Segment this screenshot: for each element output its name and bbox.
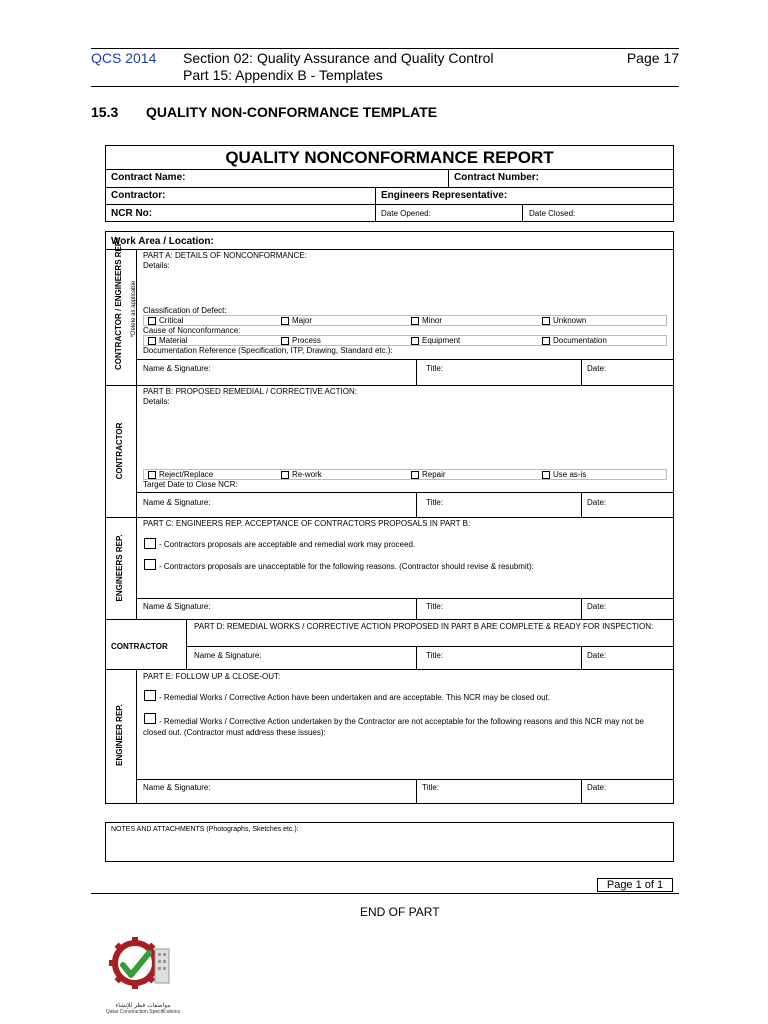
ncr-no-label: NCR No: [111,208,153,219]
header-top-rule [91,48,679,49]
checkbox-icon [411,317,419,325]
part-e-date-label: Date: [587,783,607,792]
form-page-indicator: Page 1 of 1 [597,878,673,892]
part-c-name-sig: Name & Signature: [143,602,211,611]
action-use-as-is[interactable]: Use as-is [542,470,586,479]
checkbox-icon [281,317,289,325]
part-d-date-label: Date: [587,651,607,660]
part-c-side-label: ENGINEERS REP. [115,534,124,602]
cause-process[interactable]: Process [281,336,321,345]
classification-label: Classification of Defect: [143,306,227,315]
part-d-title: PART D: REMEDIAL WORKS / CORRECTIVE ACTION PROPOSED IN PART B ARE COMPLETE & READY FOR INSPECTION: [194,622,654,631]
part-c-date-label: Date: [587,602,607,611]
defect-row [143,315,667,326]
cause-documentation[interactable]: Documentation [542,336,607,345]
cause-equipment[interactable]: Equipment [411,336,460,345]
part-a-name-sig: Name & Signature: [143,364,211,373]
qcs-logo [105,935,181,1015]
part-b-title: PART B: PROPOSED REMEDIAL / CORRECTIVE ACTION: [143,387,357,396]
section-title: QUALITY NON-CONFORMANCE TEMPLATE [146,104,438,120]
part-b-name-sig: Name & Signature: [143,498,211,507]
gear-check-icon [105,935,181,997]
defect-unknown[interactable]: Unknown [542,316,586,325]
checkbox-icon [281,471,289,479]
form-header-table [105,145,674,222]
checkbox-icon [148,471,156,479]
part-b-title-label: Title: [426,498,444,507]
logo-english-text: Qatar Construction Specifications [105,1009,181,1015]
part-c-title-label: Title: [426,602,444,611]
contract-number-label: Contract Number: [454,172,540,183]
spec-code: QCS 2014 [91,50,157,66]
contractor-label: Contractor: [111,190,166,201]
notes-box[interactable] [105,822,674,862]
date-opened-label: Date Opened: [381,209,431,218]
action-repair[interactable]: Repair [411,470,446,479]
part-a-side-label: CONTRACTOR / ENGINEERS REP* [114,237,123,370]
part-b-date-label: Date: [587,498,607,507]
doc-ref-label: Documentation Reference (Specification, ITP, Drawing, Standard etc.): [143,346,393,355]
end-of-part: END OF PART [360,905,440,919]
section-heading [91,104,437,120]
footer-rule [91,893,679,894]
part-c-title: PART C: ENGINEERS REP. ACCEPTANCE OF CONTRACTORS PROPOSALS IN PART B: [143,519,471,528]
checkbox-icon [542,337,550,345]
cause-row [143,335,667,346]
checkbox-icon [411,471,419,479]
part-d-side-label: CONTRACTOR [111,642,168,651]
part-a-details: Details: [143,261,170,270]
part-b-side-label: CONTRACTOR [115,422,124,480]
defect-major[interactable]: Major [281,316,312,325]
part-b-details: Details: [143,397,170,406]
action-rework[interactable]: Re-work [281,470,322,479]
part-e-title-label: Title: [422,783,440,792]
checkbox-icon [148,317,156,325]
part-a-title: PART A: DETAILS OF NONCONFORMANCE: [143,251,307,260]
checkbox-icon [542,471,550,479]
header-bottom-rule [91,86,679,87]
logo-arabic-text: مواصفات قطر للإنشاء [115,1003,171,1009]
date-closed-label: Date Closed: [529,209,576,218]
part-d-title-label: Title: [426,651,444,660]
checkbox-icon [281,337,289,345]
checkbox-icon [542,317,550,325]
part-a-title-label: Title: [426,364,444,373]
page-header [91,50,679,84]
engineers-rep-label: Engineers Representative: [381,190,508,201]
part-e-title: PART E: FOLLOW UP & CLOSE-OUT: [143,672,281,681]
part-e-accept-text: - Remedial Works / Corrective Action have been undertaken and are acceptable. This NCR may be closed out. [159,693,551,702]
cause-label: Cause of Nonconformance: [143,326,241,335]
work-area-label: Work Area / Location: [111,236,214,247]
action-row [143,469,667,480]
form-title: QUALITY NONCONFORMANCE REPORT [225,148,554,167]
part-c-accept-checkbox[interactable] [144,538,156,549]
checkbox-icon [148,337,156,345]
part-c-reject-text: - Contractors proposals are unacceptable for the following reasons. (Contractor should revise & resubmit): [159,562,534,571]
checkbox-icon [411,337,419,345]
part-a-date-label: Date: [587,364,607,373]
part-e-accept-checkbox[interactable] [144,690,156,701]
part-c-accept-text: - Contractors proposals are acceptable and remedial work may proceed. [159,540,416,549]
part-e-name-sig: Name & Signature: [143,783,211,792]
defect-minor[interactable]: Minor [411,316,442,325]
part-a-side-note: *Delete as applicable [131,280,137,338]
form-main-table [105,231,674,804]
section-line: Section 02: Quality Assurance and Quality Control [183,50,494,66]
defect-critical[interactable]: Critical [148,316,183,325]
section-number: 15.3 [91,104,119,120]
cause-material[interactable]: Material [148,336,187,345]
contract-name-label: Contract Name: [111,172,186,183]
part-d-name-sig: Name & Signature: [194,651,262,660]
target-date-label: Target Date to Close NCR: [143,480,238,489]
action-reject[interactable]: Reject/Replace [148,470,213,479]
part-c-reject-checkbox[interactable] [144,559,156,570]
notes-label: NOTES AND ATTACHMENTS (Photographs, Sketches etc.): [111,826,299,833]
page-number: Page 17 [626,50,679,66]
part-line: Part 15: Appendix B - Templates [183,67,383,83]
part-e-side-label: ENGINEER REP. [115,704,124,766]
part-e-reject-text: - Remedial Works / Corrective Action undertaken by the Contractor are not acceptable for the following reasons and this NCR may not be closed out. (Contractor must address these issues): [143,717,644,737]
